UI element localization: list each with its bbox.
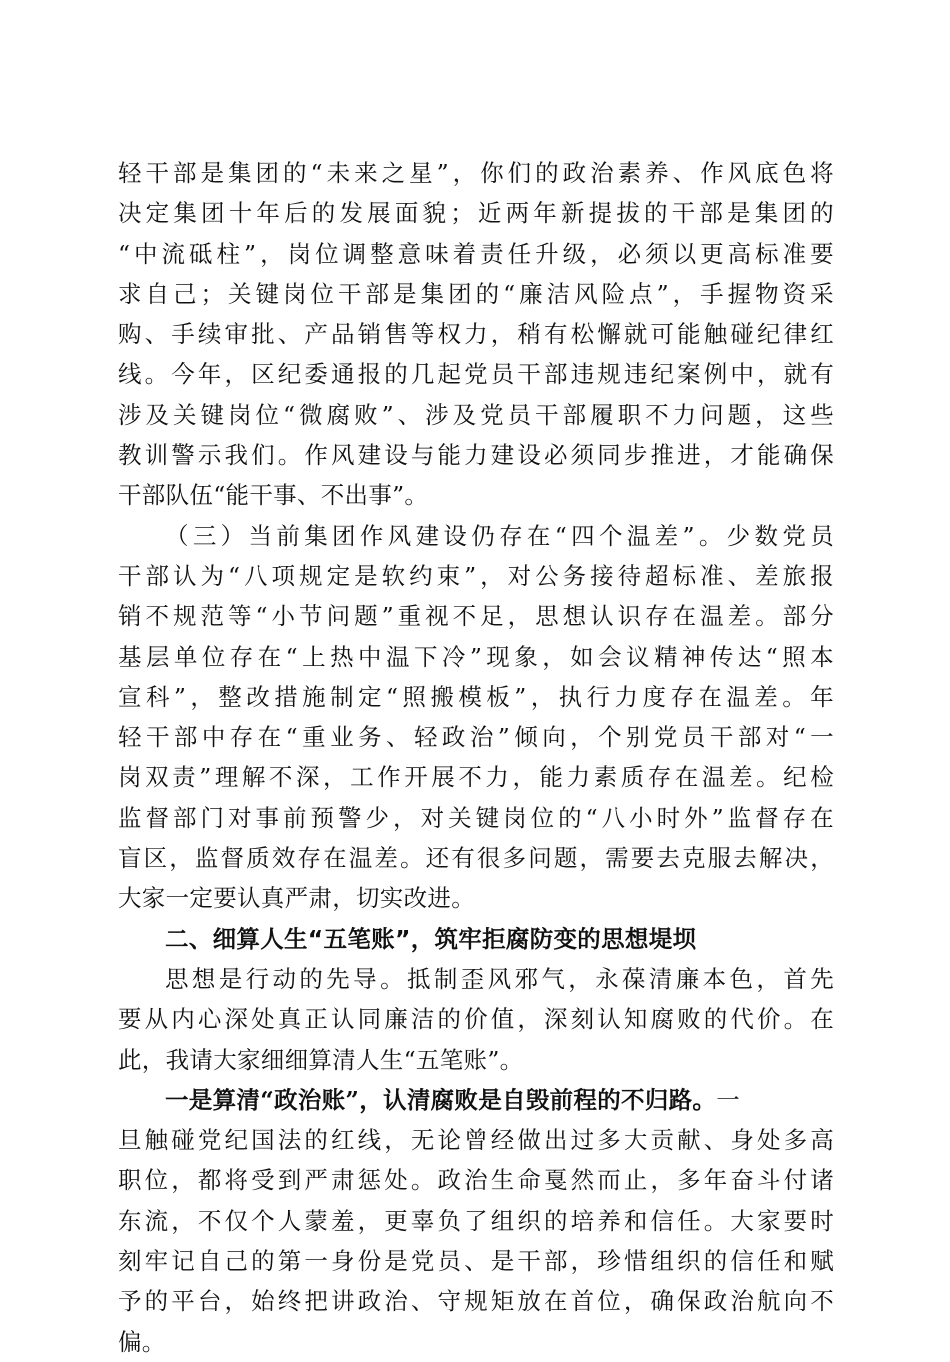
text-line: 刻牢记自己的第一身份是党员、是干部，珍惜组织的信任和赋	[118, 1247, 834, 1276]
section-heading	[118, 919, 834, 959]
text-line: 旦触碰党纪国法的红线，无论曾经做出过多大贡献、身处多高	[118, 1126, 834, 1155]
text-line: 销不规范等“小节问题”重视不足，思想认识存在温差。部分	[118, 602, 834, 631]
text-line: （三）当前集团作风建设仍存在“四个温差”。少数党员	[165, 521, 834, 550]
lead-continuation-text: 一	[716, 1085, 741, 1114]
paragraph-young-cadres	[118, 153, 834, 516]
text-line: 教训警示我们。作风建设与能力建设必须同步推进，才能确保	[118, 441, 834, 470]
text-line: “中流砥柱”，岗位调整意味着责任升级，必须以更高标准要	[118, 239, 834, 268]
text-line: 大家一定要认真严肃，切实改进。	[118, 884, 475, 913]
text-line: 决定集团十年后的发展面貌；近两年新提拔的干部是集团的	[118, 199, 834, 228]
text-line: 轻干部中存在“重业务、轻政治”倾向，个别党员干部对“一	[118, 723, 834, 752]
text-line: 思想是行动的先导。抵制歪风邪气，永葆清廉本色，首先	[165, 964, 834, 993]
paragraph-four-gaps	[118, 516, 834, 919]
text-line: 职位，都将受到严肃惩处。政治生命戛然而止，多年奋斗付诸	[118, 1166, 834, 1195]
text-line: 此，我请大家细细算清人生“五笔账”。	[118, 1045, 524, 1074]
section-heading-text: 二、细算人生“五笔账”，筑牢拒腐防变的思想堤坝	[165, 924, 697, 953]
text-line-lead	[118, 1080, 834, 1120]
text-line: 予的平台，始终把讲政治、守规矩放在首位，确保政治航向不	[118, 1287, 834, 1316]
paragraph-political-account	[118, 1080, 834, 1362]
text-line: 监督部门对事前预警少，对关键岗位的“八小时外”监督存在	[118, 803, 834, 832]
text-line: 要从内心深处真正认同廉洁的价值，深刻认知腐败的代价。在	[118, 1005, 834, 1034]
text-line: 线。今年，区纪委通报的几起党员干部违规违纪案例中，就有	[118, 360, 834, 389]
text-line: 干部队伍“能干事、不出事”。	[118, 481, 429, 510]
text-line: 购、手续审批、产品销售等权力，稍有松懈就可能触碰纪律红	[118, 320, 834, 349]
text-line: 盲区，监督质效存在温差。还有很多问题，需要去克服去解决，	[118, 844, 834, 873]
text-line: 东流，不仅个人蒙羞，更辜负了组织的培养和信任。大家要时	[118, 1206, 834, 1235]
text-line: 基层单位存在“上热中温下冷”现象，如会议精神传达“照本	[118, 642, 834, 671]
text-line: 求自己；关键岗位干部是集团的“廉洁风险点”，手握物资采	[118, 279, 834, 308]
bold-lead-text: 一是算清“政治账”，认清腐败是自毁前程的不归路。	[165, 1085, 717, 1114]
document-body	[118, 153, 834, 1362]
paragraph-thought-guide	[118, 959, 834, 1080]
text-line: 干部认为“八项规定是软约束”，对公务接待超标准、差旅报	[118, 561, 834, 590]
text-line: 岗双责”理解不深，工作开展不力，能力素质存在温差。纪检	[118, 763, 834, 792]
text-line: 涉及关键岗位“微腐败”、涉及党员干部履职不力问题，这些	[118, 400, 834, 429]
text-line: 偏。	[118, 1327, 166, 1356]
text-line: 轻干部是集团的“未来之星”，你们的政治素养、作风底色将	[118, 159, 834, 187]
text-line: 宣科”，整改措施制定“照搬模板”，执行力度存在温差。年	[118, 682, 834, 711]
